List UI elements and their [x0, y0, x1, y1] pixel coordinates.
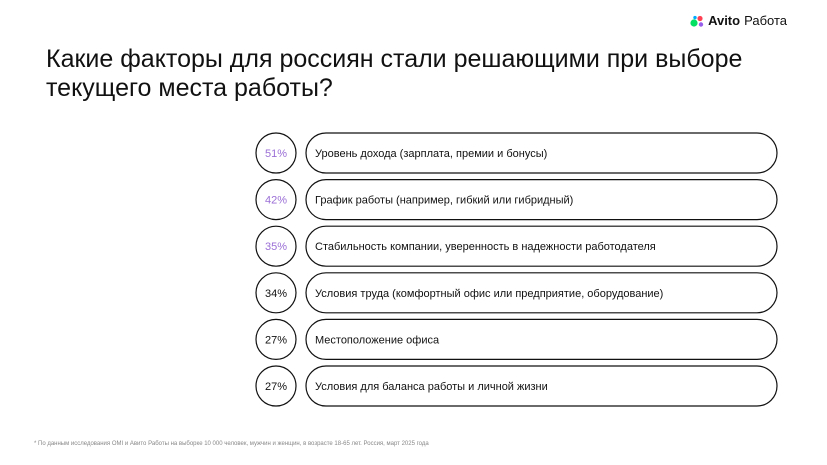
logo-brand: Avito [708, 13, 741, 28]
value-label: 27% [264, 334, 288, 347]
factor-label: Уровень дохода (зарплата, премии и бонусы) [315, 148, 548, 160]
value-label: 34% [264, 287, 288, 300]
footnote: * По данным исследования OMI и Авито Работы на выборке 10 000 человек, мужчин и женщин, в возрасте 18-65 лет. Россия, март 2025 года [34, 441, 429, 447]
factor-label: Местоположение офиса [315, 334, 440, 347]
value-label: 35% [264, 241, 288, 254]
factor-label: График работы (например, гибкий или гибридный) [315, 194, 574, 207]
factor-label: Условия труда (комфортный офис или предприятие, оборудование) [315, 287, 664, 300]
logo-product: Работа [744, 13, 787, 28]
value-label: 51% [264, 148, 288, 160]
value-label: 42% [264, 194, 288, 207]
page-title: Какие факторы для россиян стали решающими при выборе текущего места работы? [46, 45, 743, 102]
factor-label: Условия для баланса работы и личной жизни [315, 381, 548, 393]
value-label: 27% [264, 381, 288, 393]
factor-label: Стабильность компании, уверенность в надежности работодателя [315, 241, 656, 254]
